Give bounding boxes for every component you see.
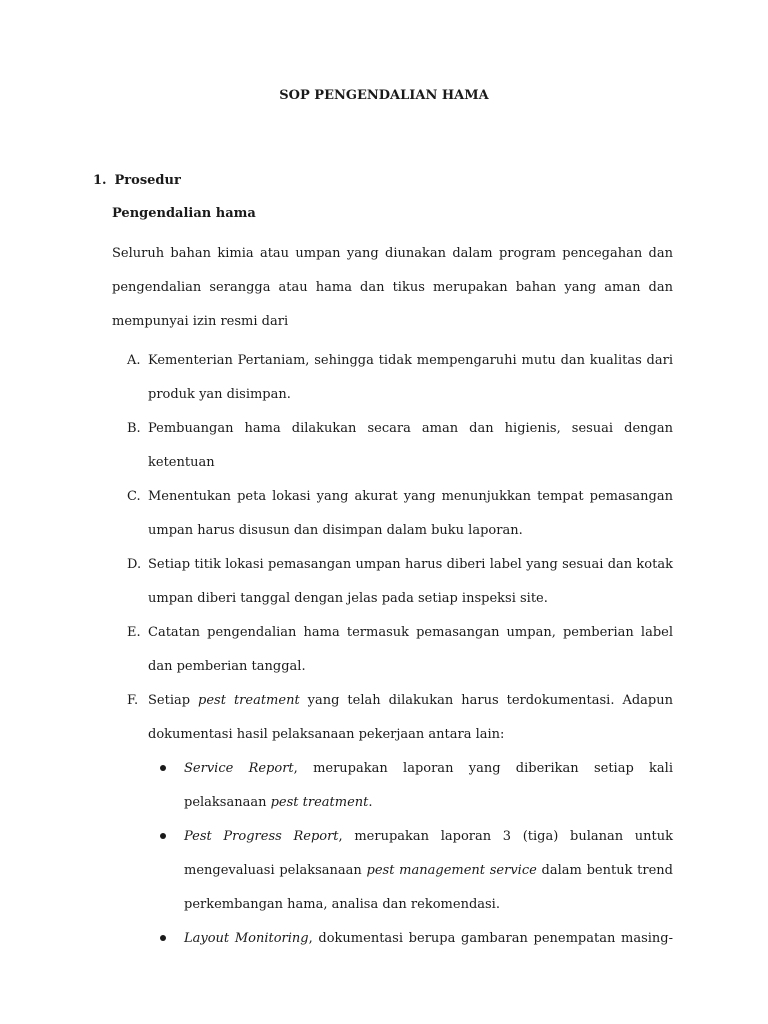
list-marker: F. <box>127 693 139 708</box>
bullet-item <box>148 752 673 820</box>
list-marker: C. <box>127 489 141 504</box>
list-marker: B. <box>127 421 141 436</box>
list-item <box>127 412 673 480</box>
list-item-text-post: yang telah dilakukan harus terdokumentasi. Adapun dokumentasi hasil pelaksanaan pekerjaan antara lain: <box>148 693 673 742</box>
procedure-list <box>127 344 673 956</box>
list-marker: E. <box>127 625 141 640</box>
bullet-dot-icon <box>160 765 166 771</box>
list-item-text-pre: Setiap <box>148 693 191 708</box>
list-marker: D. <box>127 557 142 572</box>
bullet-item <box>148 922 673 956</box>
bullet-text-post: dalam bentuk trend perkembangan hama, analisa dan rekomendasi. <box>184 863 673 912</box>
bullet-italic: Layout Monitoring <box>184 931 309 946</box>
list-item-text: Catatan pengendalian hama termasuk pemasangan umpan, pemberian label dan pemberian tanggal. <box>148 625 673 674</box>
list-item-text: Kementerian Pertaniam, sehingga tidak mempengaruhi mutu dan kualitas dari produk yan disimpan. <box>148 353 673 402</box>
list-marker: A. <box>127 353 141 368</box>
intro-paragraph: Seluruh bahan kimia atau umpan yang diunakan dalam program pencegahan dan pengendalian serangga atau hama dan tikus merupakan bahan yang aman dan mempunyai izin resmi dari <box>112 246 673 329</box>
bullet-text: , merupakan laporan yang diberikan setiap kali pelaksanaan <box>184 761 673 810</box>
list-item <box>127 616 673 684</box>
subheading: Pengendalian hama <box>112 206 256 221</box>
list-item <box>127 548 673 616</box>
list-item-italic: pest treatment <box>198 693 300 708</box>
bullet-italic: Service Report <box>184 761 294 776</box>
document-title: SOP PENGENDALIAN HAMA <box>279 88 489 103</box>
bullet-text: , dokumentasi berupa gambaran penempatan masing- <box>308 931 673 946</box>
list-item-text: Menentukan peta lokasi yang akurat yang menunjukkan tempat pemasangan umpan harus disusun dan disimpan dalam buku laporan. <box>148 489 673 538</box>
bullet-text: , merupakan laporan 3 (tiga) bulanan untuk mengevaluasi pelaksanaan <box>184 829 674 878</box>
documentation-bullets <box>148 752 673 956</box>
section-number: 1. <box>93 173 107 188</box>
list-item <box>127 480 673 548</box>
list-item <box>127 344 673 412</box>
bullet-italic-mid: pest management service <box>366 863 537 878</box>
bullet-end: . <box>368 795 373 810</box>
section-title: Prosedur <box>114 173 181 188</box>
list-item-text: Pembuangan hama dilakukan secara aman dan higienis, sesuai dengan ketentuan <box>148 421 673 470</box>
bullet-dot-icon <box>160 935 166 941</box>
bullet-item <box>148 820 673 922</box>
list-item-text: Setiap titik lokasi pemasangan umpan harus diberi label yang sesuai dan kotak umpan diberi tanggal dengan jelas pada setiap inspeksi site. <box>148 557 673 606</box>
bullet-italic-end: pest treatment <box>270 795 369 810</box>
list-item <box>127 684 673 956</box>
bullet-italic: Pest Progress Report <box>184 829 339 844</box>
bullet-dot-icon <box>160 833 166 839</box>
section-heading <box>93 173 181 188</box>
